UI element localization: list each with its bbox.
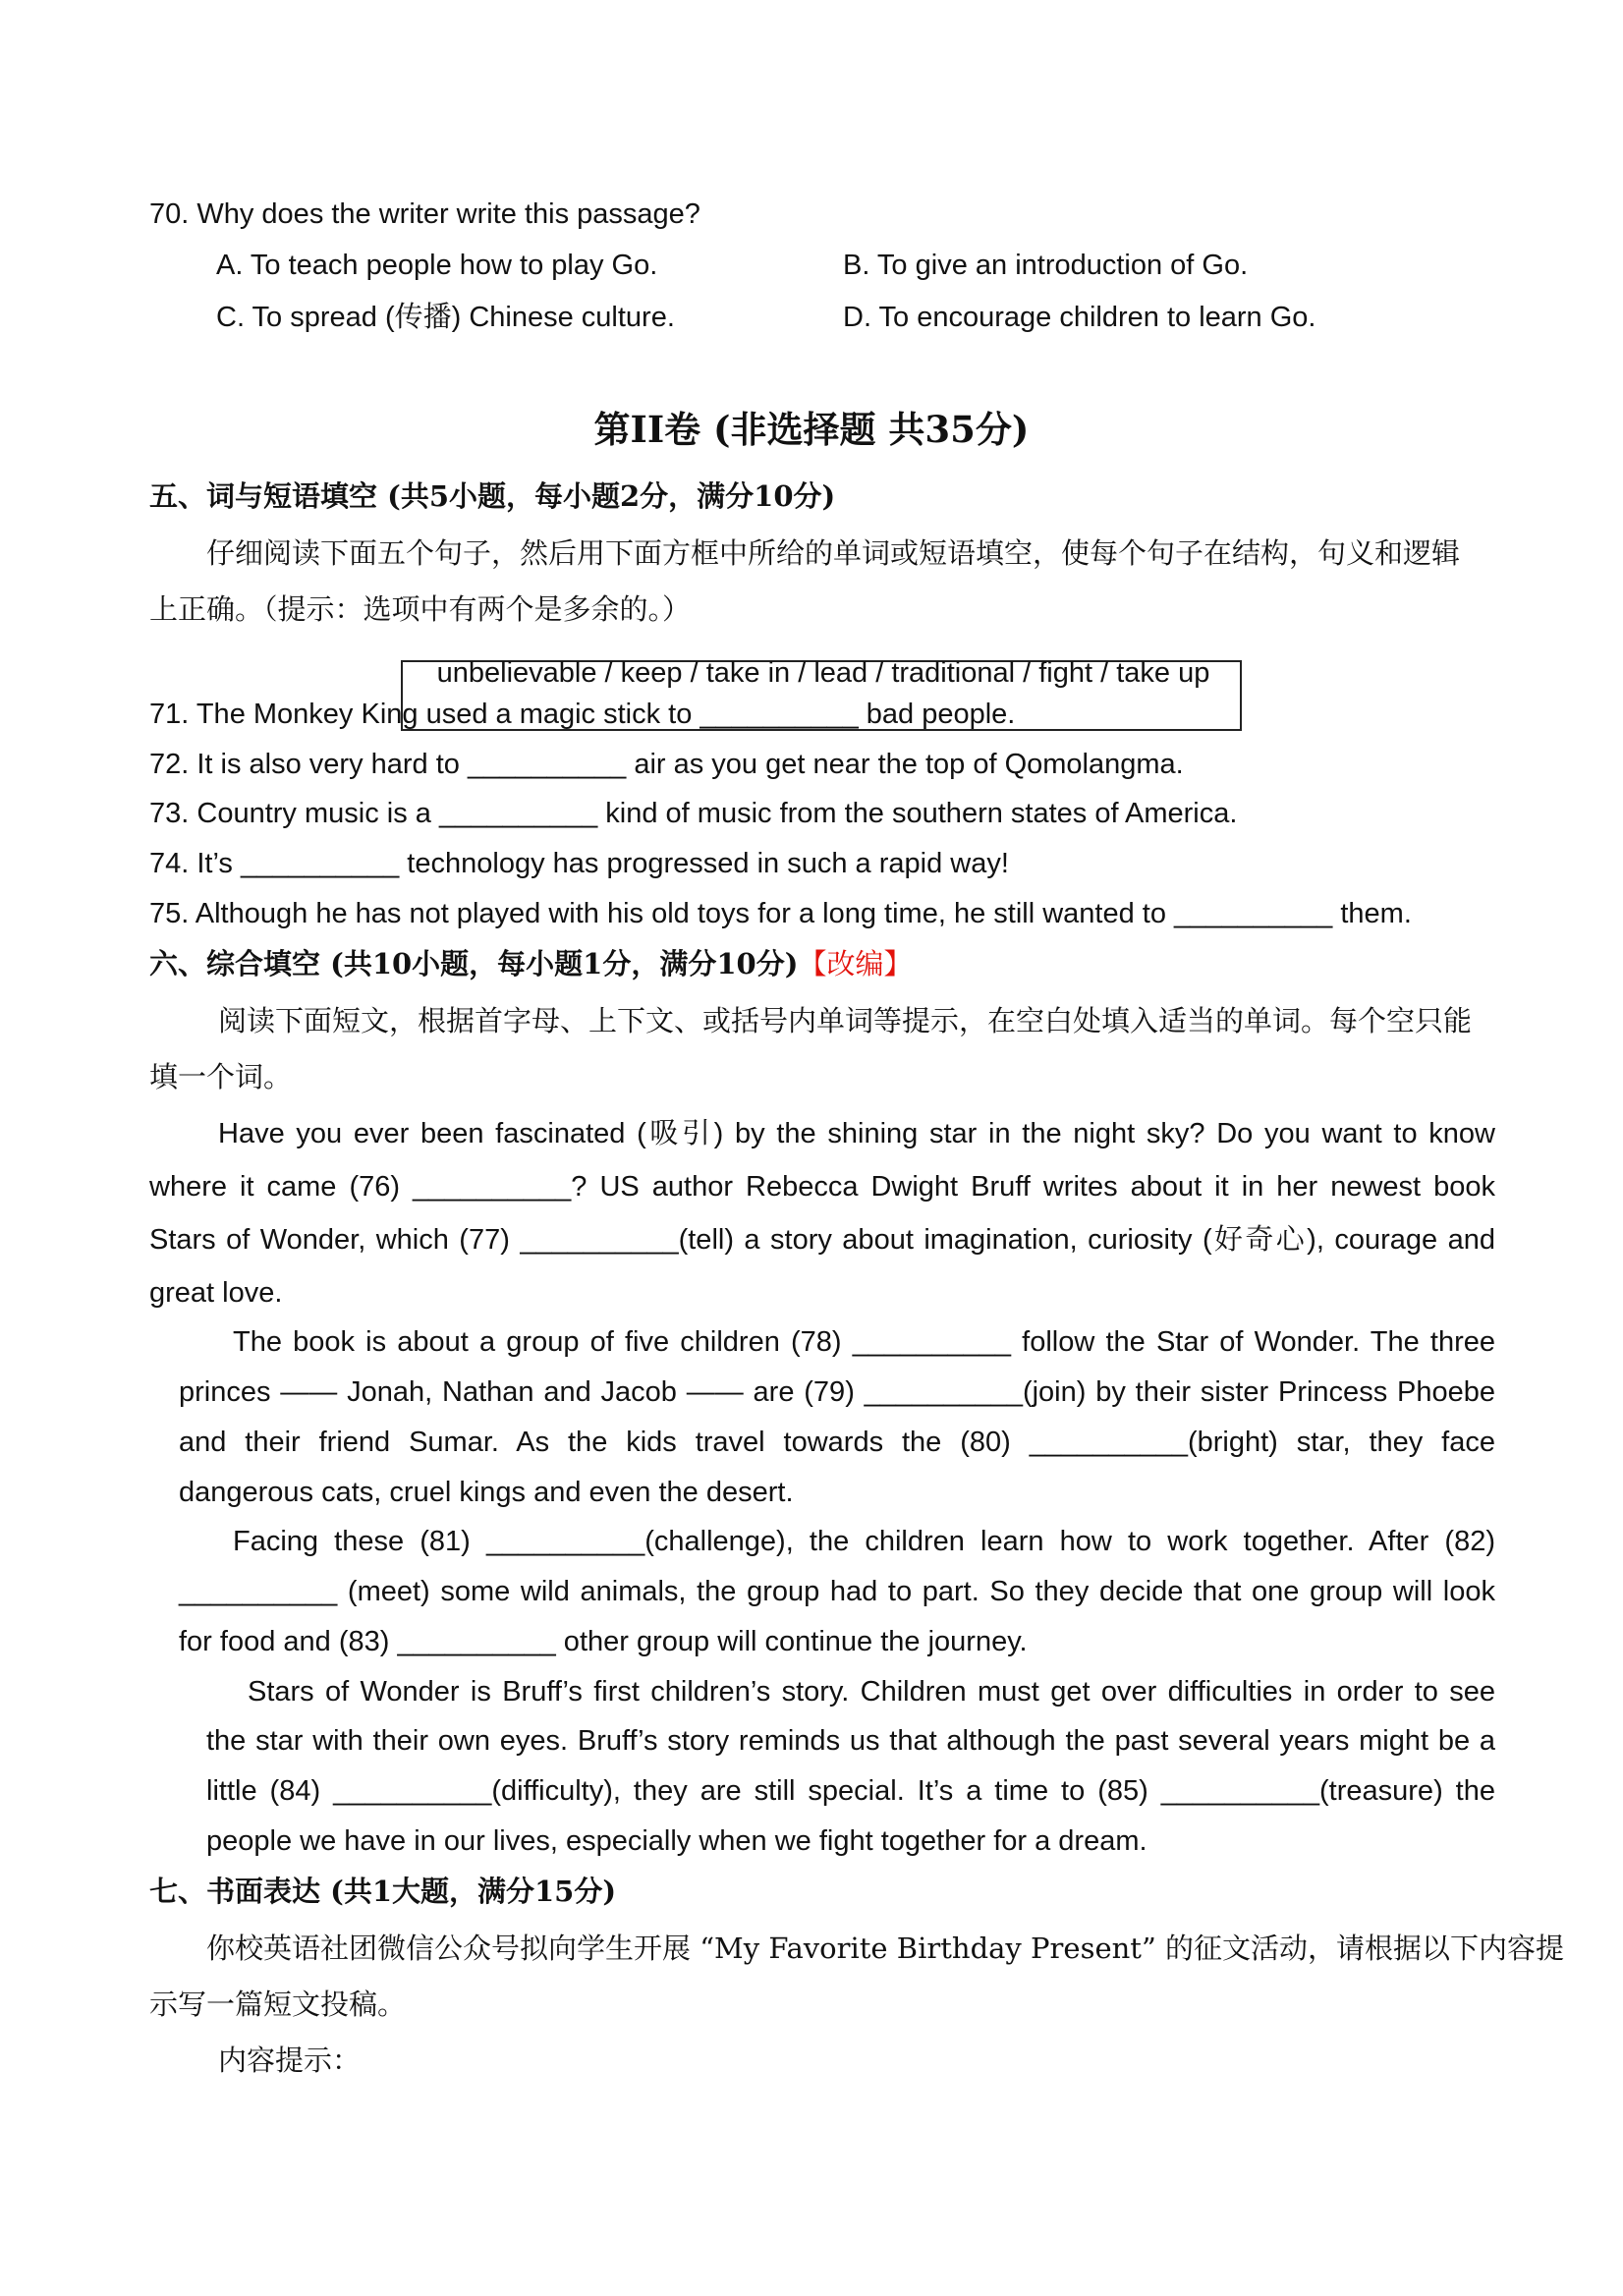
question-73: 73. Country music is a __________ kind of music from the southern states of America. xyxy=(149,798,1238,829)
passage-line: great love. xyxy=(149,1277,283,1309)
question-70-stem: 70. Why does the writer write this passage? xyxy=(149,198,700,230)
part-title: 第II卷 (非选择题 共35分) xyxy=(593,408,1030,451)
section-7-heading: 七、书面表达 (共1大题，满分15分) xyxy=(149,1875,617,1908)
question-74: 74. It’s __________ technology has progressed in such a rapid way! xyxy=(149,848,1009,879)
section-5-instruction-line1: 仔细阅读下面五个句子，然后用下面方框中所给的单词或短语填空，使每个句子在结构，句义和逻辑 xyxy=(206,536,1461,570)
section-6-heading-text: 六、综合填空 (共10小题，每小题1分，满分10分) xyxy=(149,947,799,980)
passage-line: Have you ever been fascinated (吸引) by the shining star in the night sky? Do you want to know xyxy=(218,1118,1495,1149)
option-b: B. To give an introduction of Go. xyxy=(843,250,1249,281)
passage-line: and their friend Sumar. As the kids travel towards the (80) __________(bright) star, they face xyxy=(179,1427,1495,1458)
passage-line: The book is about a group of five children (78) __________ follow the Star of Wonder. The three xyxy=(233,1326,1495,1358)
passage-line: for food and (83) __________ other group will continue the journey. xyxy=(179,1626,1028,1657)
section-5-instruction-line2: 上正确。（提示：选项中有两个是多余的。） xyxy=(149,592,692,626)
section-6-instruction-line1: 阅读下面短文，根据首字母、上下文、或括号内单词等提示，在空白处填入适当的单词。每个空只能 xyxy=(218,1004,1473,1037)
passage-line: little (84) __________(difficulty), they are still special. It’s a time to (85) __________(treasure) the xyxy=(206,1775,1495,1807)
question-71: 71. The Monkey King used a magic stick to __________ bad people. xyxy=(149,699,1016,730)
passage-line: people we have in our lives, especially when we fight together for a dream. xyxy=(206,1825,1147,1857)
option-c: C. To spread (传播) Chinese culture. xyxy=(216,302,675,333)
word-box-options: unbelievable / keep / take in / lead / traditional / fight / take up xyxy=(436,657,1210,689)
passage-line: the star with their own eyes. Bruff’s story reminds us that although the past several years might be a xyxy=(206,1725,1495,1757)
passage-line: Stars of Wonder, which (77) __________(tell) a story about imagination, curiosity (好奇心), courage and xyxy=(149,1224,1495,1256)
adapted-tag: 【改编】 xyxy=(798,947,913,980)
passage-line: dangerous cats, cruel kings and even the desert. xyxy=(179,1477,794,1508)
section-6-heading xyxy=(149,944,912,983)
passage-line: princes —— Jonah, Nathan and Jacob —— are (79) __________(join) by their sister Princess Phoebe xyxy=(179,1376,1495,1408)
question-75: 75. Although he has not played with his old toys for a long time, he still wanted to __________ them. xyxy=(149,898,1412,929)
section-6-instruction-line2: 填一个词。 xyxy=(149,1060,293,1093)
section-7-instruction-line2: 示写一篇短文投稿。 xyxy=(149,1988,407,2021)
section-5-heading: 五、词与短语填空 (共5小题，每小题2分，满分10分) xyxy=(149,479,836,513)
option-d: D. To encourage children to learn Go. xyxy=(843,302,1316,333)
section-7-instruction-line1: 你校英语社团微信公众号拟向学生开展 “My Favorite Birthday Present” 的征文活动，请根据以下内容提 xyxy=(206,1932,1564,1965)
passage-line: Stars of Wonder is Bruff’s first children’s story. Children must get over difficulties in order to see xyxy=(248,1676,1495,1708)
passage-line: __________ (meet) some wild animals, the group had to part. So they decide that one group will look xyxy=(179,1576,1495,1607)
option-a: A. To teach people how to play Go. xyxy=(216,250,658,281)
question-72: 72. It is also very hard to __________ air as you get near the top of Qomolangma. xyxy=(149,749,1184,780)
passage-line: Facing these (81) __________(challenge), the children learn how to work together. After (82) xyxy=(233,1526,1495,1557)
passage-line: where it came (76) __________? US author Rebecca Dwight Bruff writes about it in her newest book xyxy=(149,1171,1495,1203)
content-hints-label: 内容提示： xyxy=(218,2044,362,2077)
